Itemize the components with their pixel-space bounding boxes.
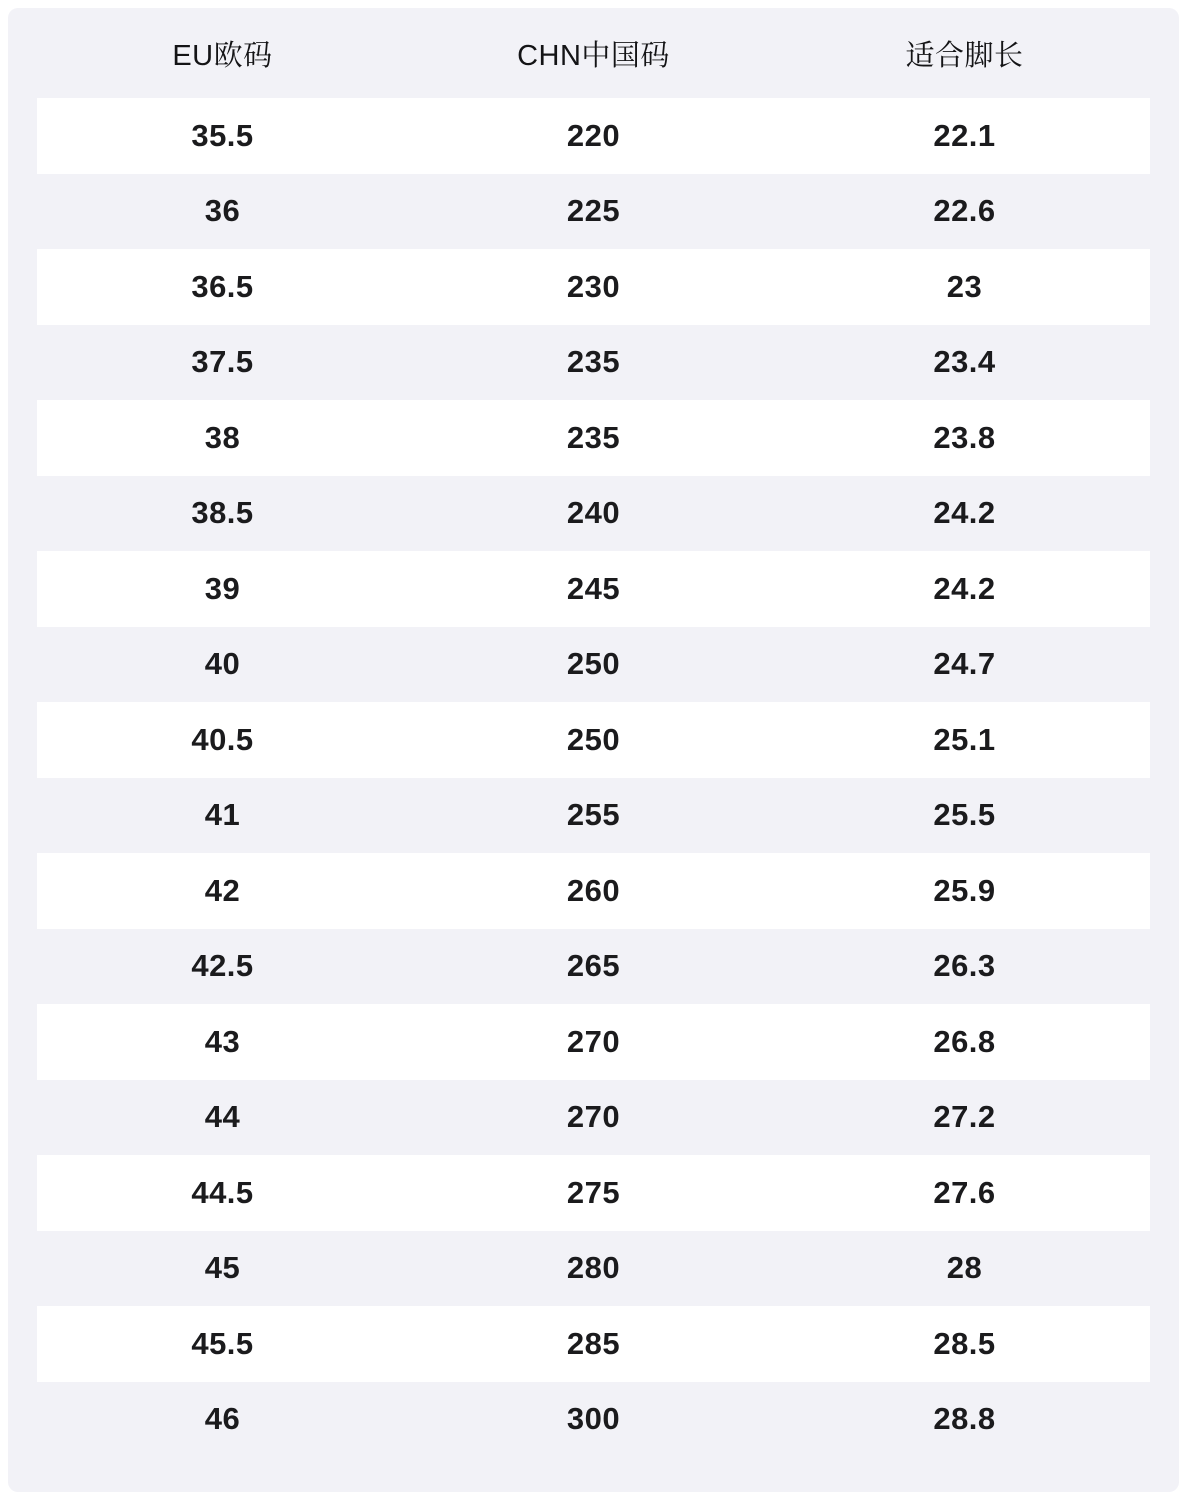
cell-eu-value: 44.5 xyxy=(191,1174,254,1210)
table-row xyxy=(37,1080,1150,1156)
table-row xyxy=(37,627,1150,703)
column-header-eu-size: EU欧码 xyxy=(172,39,273,72)
cell-foot-value: 27.6 xyxy=(933,1174,996,1210)
table-row xyxy=(37,400,1150,476)
cell-chn-value: 280 xyxy=(566,1250,621,1286)
cell-eu-value: 46 xyxy=(204,1401,241,1437)
cell-eu-value: 35.5 xyxy=(191,117,254,153)
cell-eu-value: 42 xyxy=(204,872,241,908)
cell-foot-value: 24.7 xyxy=(933,646,996,682)
table-row xyxy=(37,929,1150,1005)
column-header-foot-length: 适合脚长 xyxy=(905,39,1024,72)
cell-chn-value: 260 xyxy=(566,872,621,908)
cell-foot-value: 26.8 xyxy=(933,1023,996,1059)
cell-foot-value: 24.2 xyxy=(933,570,996,606)
cell-foot-value: 28.5 xyxy=(933,1325,996,1361)
table-body xyxy=(8,98,1179,1457)
cell-chn-value: 255 xyxy=(566,797,621,833)
cell-foot-value: 28 xyxy=(946,1250,983,1286)
table-row xyxy=(37,1155,1150,1231)
table-row xyxy=(37,1382,1150,1458)
cell-eu-value: 40 xyxy=(204,646,241,682)
table-row xyxy=(37,551,1150,627)
cell-foot-value: 23 xyxy=(946,268,983,304)
table-row xyxy=(37,778,1150,854)
cell-foot-value: 25.5 xyxy=(933,797,996,833)
cell-eu-value: 43 xyxy=(204,1023,241,1059)
table-row xyxy=(37,174,1150,250)
table-row xyxy=(37,853,1150,929)
cell-chn-value: 270 xyxy=(566,1099,621,1135)
cell-eu-value: 36.5 xyxy=(191,268,254,304)
cell-foot-value: 22.1 xyxy=(933,117,996,153)
cell-chn-value: 230 xyxy=(566,268,621,304)
cell-foot-value: 28.8 xyxy=(933,1401,996,1437)
cell-eu-value: 45.5 xyxy=(191,1325,254,1361)
table-row xyxy=(37,702,1150,778)
cell-eu-value: 37.5 xyxy=(191,344,254,380)
column-header-chn-size: CHN中国码 xyxy=(517,39,670,72)
table-header-row xyxy=(37,8,1150,98)
cell-chn-value: 245 xyxy=(566,570,621,606)
table-row xyxy=(37,476,1150,552)
cell-foot-value: 23.4 xyxy=(933,344,996,380)
cell-chn-value: 300 xyxy=(566,1401,621,1437)
table-row xyxy=(37,1306,1150,1382)
cell-eu-value: 39 xyxy=(204,570,241,606)
cell-chn-value: 235 xyxy=(566,344,621,380)
cell-chn-value: 235 xyxy=(566,419,621,455)
cell-foot-value: 23.8 xyxy=(933,419,996,455)
cell-chn-value: 270 xyxy=(566,1023,621,1059)
size-chart-card xyxy=(8,8,1179,1492)
cell-eu-value: 38 xyxy=(204,419,241,455)
cell-chn-value: 250 xyxy=(566,721,621,757)
cell-chn-value: 265 xyxy=(566,948,621,984)
cell-foot-value: 24.2 xyxy=(933,495,996,531)
cell-eu-value: 45 xyxy=(204,1250,241,1286)
table-row xyxy=(37,98,1150,174)
table-row xyxy=(37,325,1150,401)
cell-foot-value: 26.3 xyxy=(933,948,996,984)
cell-foot-value: 25.9 xyxy=(933,872,996,908)
cell-chn-value: 250 xyxy=(566,646,621,682)
cell-eu-value: 42.5 xyxy=(191,948,254,984)
table-row xyxy=(37,1231,1150,1307)
cell-foot-value: 22.6 xyxy=(933,193,996,229)
cell-eu-value: 44 xyxy=(204,1099,241,1135)
cell-chn-value: 220 xyxy=(566,117,621,153)
cell-eu-value: 41 xyxy=(204,797,241,833)
cell-eu-value: 40.5 xyxy=(191,721,254,757)
cell-chn-value: 225 xyxy=(566,193,621,229)
cell-eu-value: 38.5 xyxy=(191,495,254,531)
table-row xyxy=(37,249,1150,325)
cell-eu-value: 36 xyxy=(204,193,241,229)
cell-chn-value: 240 xyxy=(566,495,621,531)
table-row xyxy=(37,1004,1150,1080)
cell-chn-value: 285 xyxy=(566,1325,621,1361)
cell-chn-value: 275 xyxy=(566,1174,621,1210)
cell-foot-value: 27.2 xyxy=(933,1099,996,1135)
cell-foot-value: 25.1 xyxy=(933,721,996,757)
